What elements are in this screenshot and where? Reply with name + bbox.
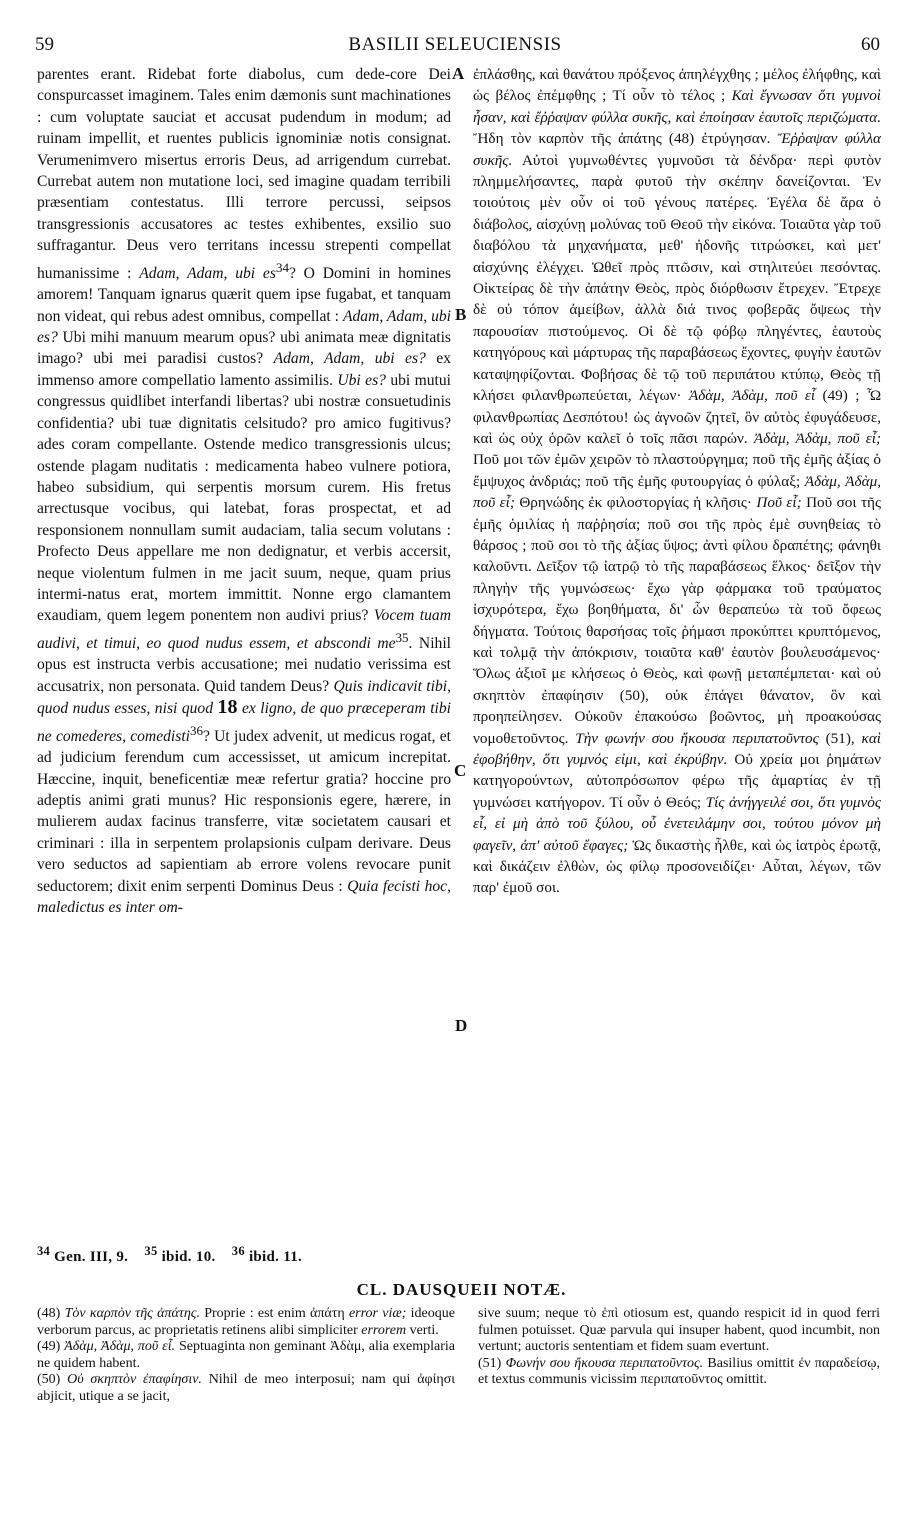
- note-label: (48): [37, 1306, 61, 1321]
- latin-p6: . Nihil opus est instructa verbis accusatione; mei nudatio verissima est accusatrix, non personata. Quid tandem Deus?: [37, 634, 451, 695]
- quote: Τὴν φωνήν σου ἤκουσα περιπατοῦντος: [575, 729, 819, 747]
- quote: Ubi es?: [337, 371, 386, 389]
- quote: Καὶ ἔγνωσαν ὅτι γυμνοὶ ἦσαν, καὶ ἔῤῥαψαν φύλλα συκῆς, καὶ ἐποίησαν ἑαυτοῖς περιζώματα.: [473, 87, 882, 126]
- latin-text: [37, 64, 451, 918]
- note-italic: error viæ;: [348, 1306, 407, 1321]
- note-text: ideoque verborum parcus, ac proprietatis retinens alibi simpliciter: [37, 1306, 455, 1338]
- greek-text: [473, 64, 881, 899]
- greek-g5: Ποῦ μοι τῶν ἐμῶν χειρῶν τὸ πλαστούργημα; ποῦ τῆς ἐμῆς ἀξίας ὁ ἔμψυχος ἀνδριάς; ποῦ τῆς ἐμῆς φυτουργίας ὁ φύλαξ;: [473, 451, 881, 490]
- note-text: Proprie : est enim ἀπάτη: [204, 1306, 345, 1321]
- note-italic: errorem: [361, 1322, 407, 1338]
- footnote-ref-35: 35: [395, 629, 409, 645]
- latin-p3: Ubi mihi manuum mearum opus? ubi animata meæ dignitatis imago? ubi mei paradisi custos?: [37, 329, 451, 368]
- quote: Adam, Adam, ubi es?: [37, 307, 451, 347]
- footnote-text: Gen. III, 9.: [54, 1249, 129, 1265]
- footnote-ref-36: 36: [189, 722, 203, 738]
- note-text: Septuaginta non geminant Ἀδὰμ, alia exemplaria ne quidem habent.: [37, 1339, 456, 1371]
- greek-g8: (51),: [825, 729, 855, 747]
- quote: Ἀδὰμ, Ἀδὰμ, ποῦ εἶ;: [473, 472, 881, 512]
- quote: Quia fecisti hoc, maledictus es inter om-: [37, 877, 452, 916]
- quote: Ἔῤῥαψαν φύλλα συκῆς.: [473, 130, 881, 169]
- note-50: [37, 1372, 455, 1405]
- footnote-number: 35: [144, 1244, 158, 1258]
- note-label: (51): [478, 1355, 502, 1371]
- greek-g6: Θρηνώδης ἐκ φιλοστοργίας ἡ κλῆσις·: [519, 494, 752, 512]
- column-number: 18: [217, 696, 238, 719]
- greek-g1: ἐπλάσθης, καὶ θανάτου πρόξενος ἀπηλέγχθης ; μέλος ἐλήφθης, καὶ ὡς βέλος ἐπέμφθης ; Τί οὖν τὸ τέλος ;: [473, 66, 881, 105]
- latin-p2: ? O Domini in homines amorem! Tanquam ignarus quærit quem ipse fugabat, et tanquam non videat, qui rebus adest omnibus, compellat :: [37, 264, 452, 325]
- running-title: BASILII SELEUCIENSIS: [348, 34, 562, 55]
- greek-g7: Ποῦ σοι τῆς ἐμῆς ὁμιλίας ἡ παῤῥησία; ποῦ σοι τῆς πρὸς ἐμὲ συνηθείας τὸ θάρσος ; ποῦ σοι τὸ τῆς ἀξίας ὕψος; ἀντὶ φίλου δραπέτης; φάνηθι καλοῦντι. Δεῖξον τῷ ἰατρῷ τὸ τῆς παραβάσεως ἕλκος· δεῖξον τὴν πληγὴν τῆς γυμνώσεως· ἔχω γὰρ φάρμακα τοῦ τραύματος ἰσχυρότερα, ἔχω βοηθήματα, δι' ὧν θεραπεύω τὰ τοῦ ὄφεως δήγματα. Τούτοις θαρσήσας τοῖς ῥήμασι προκύπτει κρυπτόμενος, καὶ τολμᾷ τὴν ἀπόκρισιν, τοιαῦτα καθ' ἑαυτὸν βουλευσάμενος· Ὅλως ἀξιοῖ με κλήσεως ὁ Θεὸς, καὶ φωνῇ μεταπέμπεται· καὶ οὐ σκηπτὸν ἐπαφίησιν (50), οὐκ ἐπάγει θάνατον, ὃν καὶ προηπείλησεν. Οὐκοῦν ἐπακούσω βοῶντος, μὴ προακούσας νομοθετοῦντος.: [473, 494, 882, 747]
- greek-g4: (49) ; Ὦ φιλανθρωπίας Δεσπότου! ὡς ἀγνοῶν ζητεῖ, ὃν αὐτὸς ἐφυγάδευσε, καὶ ὡς οὐχ ὁρῶν καλεῖ ὁ τοῖς πᾶσι παρών.: [473, 387, 882, 447]
- quote: Quis indicavit tibi, quod nudus esses, nisi quod: [37, 677, 451, 718]
- latin-p1: parentes erant. Ridebat forte diabolus, cum dede-core Dei conspurcasset imaginem. Tales enim dæmonis sunt machinationes : cum voluptate sauciat et accusat pudendum in modum; ad ruinam impellit, et ruentes publicis ignominiæ notis consignat. Verumenimvero misertus erroris Deus, ad arrigendum currebat. Currebat autem non mutatione loci, sed imagine quadam terribili præsentiam contestatus. Illi terrore percussi, seipsos transgressionis accusatores ac testes exhibentes, exsilio suo suffragantur. Deus vero territans incessu strepenti compellat humanissime :: [37, 66, 451, 282]
- notes-title: CL. DAUSQUEII NOTÆ.: [356, 1280, 567, 1299]
- page-number-left: 59: [35, 34, 54, 55]
- footnote-text: ibid. 10.: [161, 1249, 216, 1265]
- scripture-footnotes: [37, 1244, 302, 1266]
- greek-g9: Οὐ χρεία μοι ῥημάτων κατηγορούντων, αὐτοπρόσωπον φέρω τῆς ἁμαρτίας ἐν τῇ γυμνώσει κατήγορον. Τί οὖν ὁ Θεός;: [473, 751, 882, 811]
- footnote-text: ibid. 11.: [248, 1249, 303, 1265]
- footnote-number: 34: [37, 1244, 51, 1258]
- margin-marker-a: A: [452, 64, 465, 83]
- note-49: [37, 1339, 455, 1372]
- latin-p7: ? Ut judex advenit, ut medicus rogat, et ad judicium ferendum cum accessisset, ut amicum increpitat. Hæccine, inquit, beneficentiæ meæ refertur gratia? hoccine pro adeptis animi grati munus? Hic responsionis egere, hærere, in mulierem audax facinus transferre, vitæ societatem causari et criminari : illa in serpentem prolapsionis culpam derivare. Deus vero seductos ad sapientiam ab errore volens revocare punit seductorem; dixit enim serpenti Dominus Deus :: [37, 727, 451, 895]
- note-text: Basilius omittit ἐν παραδείσῳ, et textus communis vicissim περιπατοῦντος omittit.: [478, 1355, 880, 1387]
- margin-marker-c: C: [454, 761, 467, 780]
- notes-left-column: [37, 1306, 455, 1405]
- note-label: (49): [37, 1339, 61, 1354]
- greek-g3: Αὐτοὶ γυμνωθέντες γυμνοῦσι τὰ δένδρα· περὶ φυτὸν πλημμελήσαντες, παρὰ φυτοῦ τὴν σκέπην δανείζονται. Ἐν τοιούτοις μὲν οὖν οἱ τοῦ γένους πατέρες. Ἐγέλα δὲ ἄρα ὁ διάβολος, αἰσχύνῃ μολύνας τοῦ Θεοῦ τὴν εἰκόνα. Τοιαῦτα γὰρ τοῦ διαβόλου τὰ μηχανήματα, μεθ' ἡδονῆς τιτρώσκει, καὶ μετ' αἰσχύνης ἐλέγχει. Ὠθεῖ πρὸς πτῶσιν, καὶ στηλιτεύει πεσόντας. Οἰκτείρας δὲ τὴν ἀπάτην Θεὸς, πρὸς διόρθωσιν ἔτρεχεν. Ἔτρεχε δὲ οὐ τόπον ἀμείβων, ἀλλὰ διά τινος φοβερᾶς ὄψεως τὴν παρουσίαν πιστούμενος. Οἱ δὲ τῷ φόβῳ πληγέντες, ἑαυτοὺς κατηγόρους καὶ μάρτυρας τῆς παραβάσεως ἔχοντες, φυγὴν ἑαυτῶν καταψηφίζονται. Φοβήσας δὲ τῷ τοῦ περιπάτου κτύπῳ, Θεὸς τῇ κλήσει φιλανθρωπεύεται, λέγων·: [473, 151, 881, 405]
- note-greek: Φωνήν σου ἤκουσα περιπατοῦντος.: [505, 1355, 704, 1371]
- note-greek: Οὐ σκηπτὸν ἐπαφίησιν.: [67, 1372, 202, 1387]
- quote: Ἀδὰμ, Ἀδὰμ, ποῦ εἶ;: [753, 429, 881, 447]
- note-label: (50): [37, 1372, 61, 1387]
- note-greek: Τὸν καρπὸν τῆς ἀπάτης.: [64, 1306, 200, 1321]
- note-text: Nihil de meo interposui; nam qui ἀφίησι abjicit, utique a se jacit,: [37, 1372, 456, 1404]
- footnote-ref-34: 34: [275, 259, 289, 275]
- note-48: [37, 1306, 455, 1339]
- greek-g2: Ἤδη τὸν καρπὸν τῆς ἀπάτης (48) ἐτρύγησαν.: [473, 130, 771, 148]
- greek-g10: Ὡς δικαστὴς ἦλθε, καὶ ὡς ἰατρὸς ἐρωτᾷ, καὶ δικάζειν ἐλθὼν, ὡς φίλῳ προσονειδίζει· Αὗται, λέγων, τῶν παρ' ἐμοῦ σοι.: [473, 836, 882, 897]
- quote: ex ligno, de quo præceperam tibi ne comederes, comedisti: [37, 700, 452, 745]
- latin-p4: ex immenso amore compellatio lamento assimilis.: [37, 350, 451, 389]
- latin-column: [37, 64, 451, 918]
- note-50-continued: sive suum; neque τὸ ἐπὶ otiosum est, quando respicit id in quod ferri fulmen potuisset. Quæ parvula qui insuper habent, quod incumbit, non vertunt; auctoris sententiam et fidem suam evertunt.: [478, 1306, 880, 1354]
- quote: Adam, Adam, ubi es?: [273, 350, 426, 368]
- note-greek: Ἀδὰμ, Ἀδὰμ, ποῦ εἶ.: [64, 1339, 176, 1354]
- note-51: [478, 1356, 880, 1389]
- note-text: verti.: [409, 1322, 439, 1338]
- quote: Ποῦ εἶ;: [756, 494, 802, 512]
- latin-p5: ubi mutui congressus quidlibet interfandi libertas? ubi nostræ consuetudinis confidentia? ubi tuæ dignitatis celsitudo? pro amico fugitivus? ades coram compellante. Ostende medico transgressionis ulcus; ostende plagam nuditatis : medicamenta habeo vulnere potiora, habeo subsidium, qui serpentis morsum curem. His fretus arrectusque vocibus, qui latebat, foras prospectat, et ad responsionem nonnullam sumit audaciam, talia secum volutans : Profecto Deus appellare me non dedignatur, et verbis accersit, neque violentum fulmen in me jacit suum, neque, quam prius intermi-natus erat, mortem immittit. Nonne ergo clamantem exaudiam, quem legem ponentem non audivi prius?: [37, 371, 452, 625]
- quote: Τίς ἀνήγγειλέ σοι, ὅτι γυμνὸς εἶ, εἰ μὴ ἀπὸ τοῦ ξύλου, οὗ ἐνετειλάμην σοι, τούτου μόνον μὴ φαγεῖν, ἀπ' αὐτοῦ ἔφαγες;: [473, 793, 882, 854]
- notes-right-column: [478, 1306, 880, 1389]
- page-number-right: 60: [861, 34, 880, 55]
- quote: Vocem tuam audivi, et timui, eo quod nudus essem, et abscondi me: [37, 607, 451, 652]
- page-header: [30, 34, 880, 58]
- margin-marker-d: D: [455, 1016, 468, 1035]
- greek-column: [473, 64, 881, 899]
- footnote-number: 36: [231, 1244, 245, 1258]
- margin-marker-b: B: [455, 305, 467, 324]
- quote: Adam, Adam, ubi es: [139, 264, 276, 282]
- quote: καὶ ἐφοβήθην, ὅτι γυμνός εἰμι, καὶ ἐκρύβην.: [473, 729, 882, 768]
- quote: Ἀδὰμ, Ἀδὰμ, ποῦ εἶ: [688, 387, 816, 405]
